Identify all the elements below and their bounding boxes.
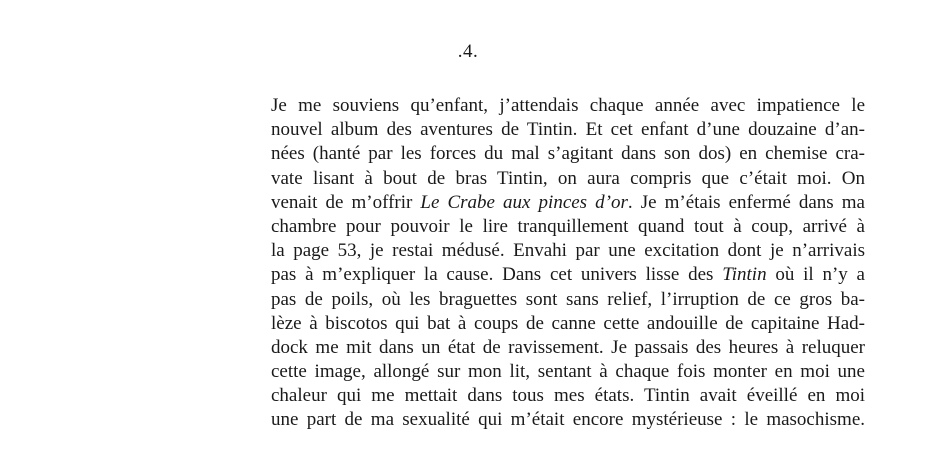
text-line: chambre pour pouvoir le lire tranquillement quand tout à coup, arrivé à [271, 215, 865, 237]
text-line: la page 53, je restai médusé. Envahi par une excitation dont je n’arrivais [271, 240, 865, 262]
text-line: lèze à biscotos qui bat à coups de canne cette andouille de capitaine Had- [271, 312, 865, 334]
text-line: Je me souviens qu’enfant, j’attendais chaque année avec impatience le [271, 95, 865, 116]
text-line: nouvel album des aventures de Tintin. Et cet enfant d’une douzaine d’an- [271, 119, 865, 141]
series-title-italic: Tintin [722, 264, 767, 286]
text-line: nées (hanté par les forces du mal s’agitant dans son dos) en chemise cra- [271, 143, 865, 165]
text-line: chaleur qui me mettait dans tous mes états. Tintin avait éveillé en moi [271, 385, 865, 407]
paragraph [271, 94, 865, 433]
book-title-italic: Le Crabe aux pinces d’or [420, 191, 628, 213]
text-line: pas à m’expliquer la cause. Dans cet univers lisse des Tintin où il n’y a [271, 264, 865, 286]
text-line: cette image, allongé sur mon lit, sentant à chaque fois monter en moi une [271, 361, 865, 383]
text-line: une part de ma sexualité qui m’était encore mystérieuse : le masochisme. [271, 409, 865, 431]
page-number: .4. [457, 41, 479, 62]
text-line: venait de m’offrir Le Crabe aux pinces d’or. Je m’étais enfermé dans ma [271, 191, 865, 213]
text-line: pas de poils, où les braguettes sont sans relief, l’irruption de ce gros ba- [271, 288, 865, 310]
text-line: vate lisant à bout de bras Tintin, on aura compris que c’était moi. On [271, 167, 865, 189]
text-line: dock me mit dans un état de ravissement. Je passais des heures à reluquer [271, 336, 865, 358]
